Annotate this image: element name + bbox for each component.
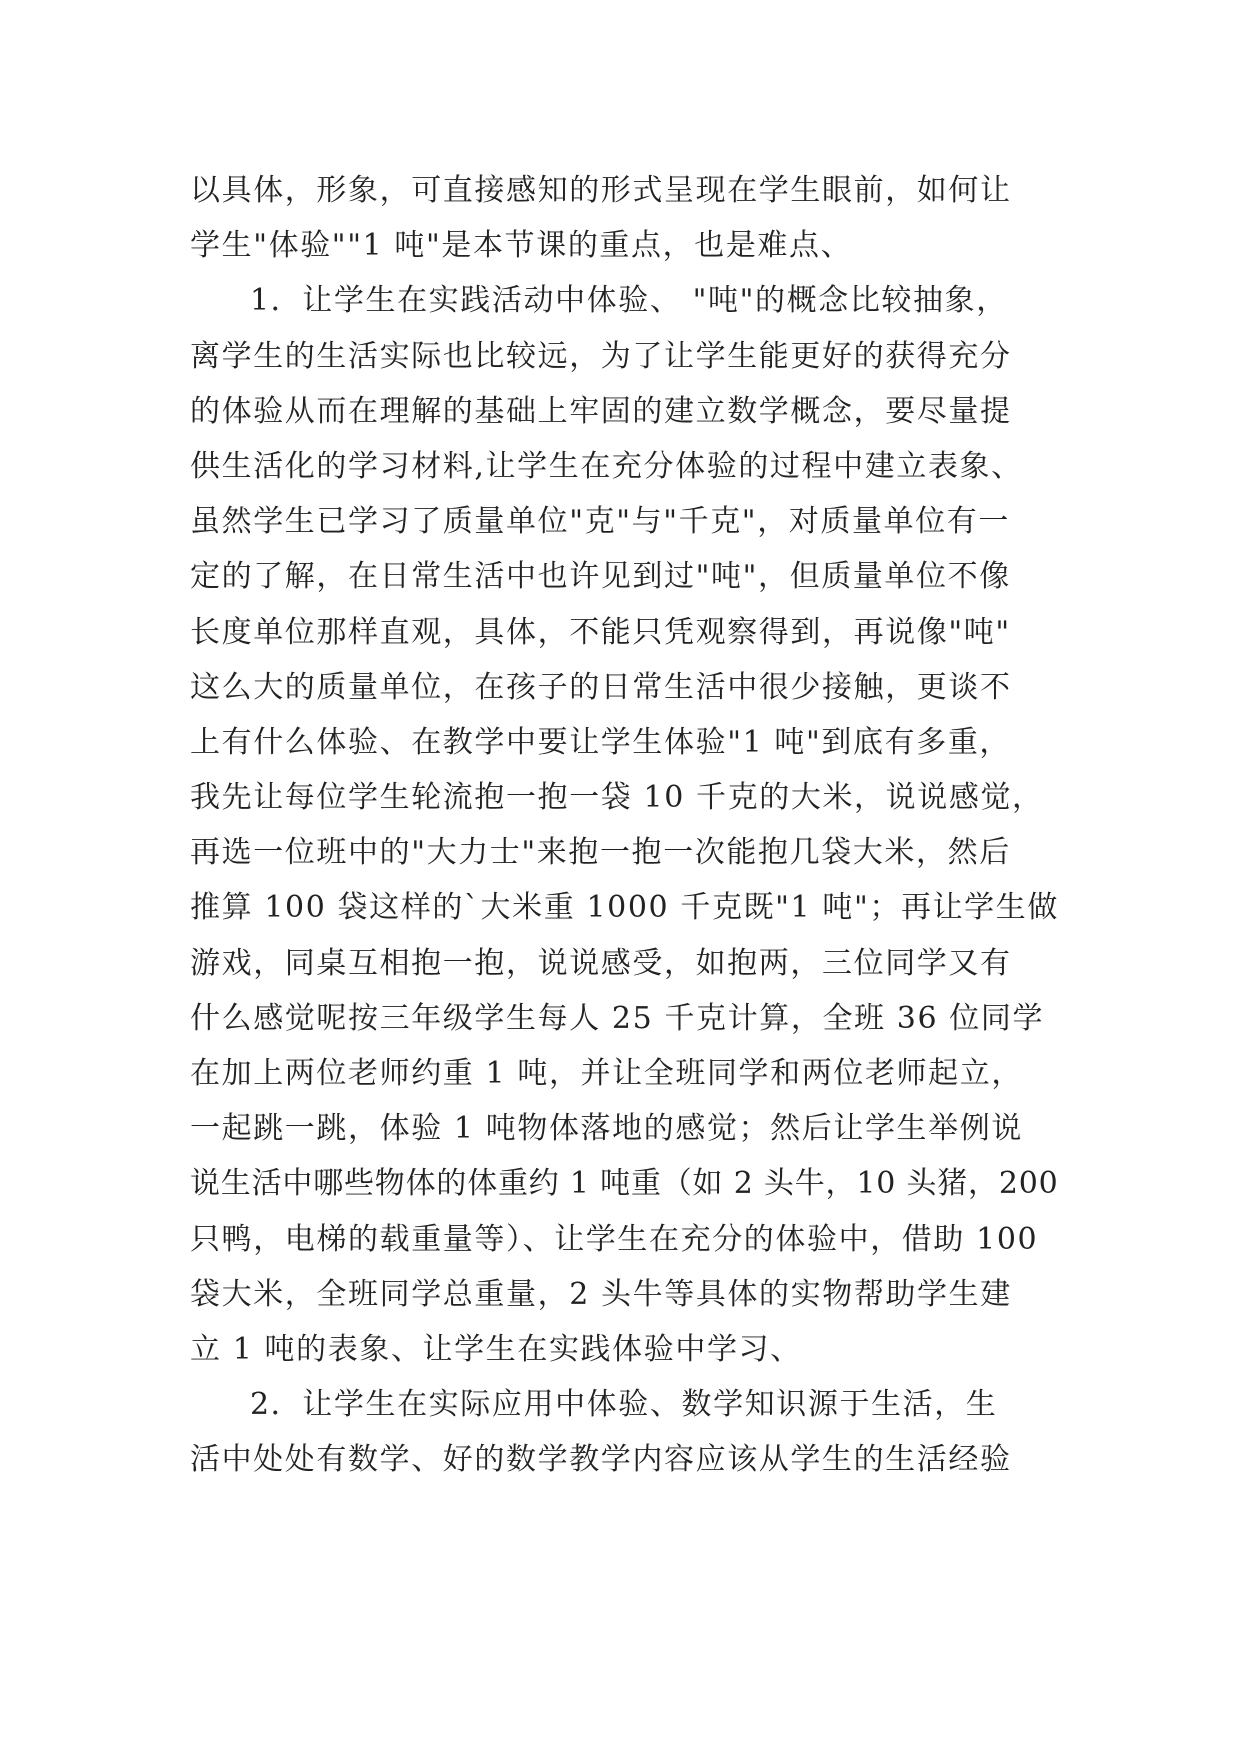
text-line: 我先让每位学生轮流抱一抱一袋 10 千克的大米，说说感觉， xyxy=(190,780,1044,816)
text-line: 供生活化的学习材料,让学生在充分体验的过程中建立表象、 xyxy=(190,448,1023,484)
text-line: 什么感觉呢按三年级学生每人 25 千克计算，全班 36 位同学 xyxy=(190,1000,1045,1036)
text-line: 推算 100 袋这样的`大米重 1000 千克既"1 吨"；再让学生做 xyxy=(190,890,1059,926)
text-line: 的体验从而在理解的基础上牢固的建立数学概念，要尽量提 xyxy=(190,393,1012,429)
text-line: 定的了解，在日常生活中也许见到过"吨"，但质量单位不像 xyxy=(190,559,1011,595)
text-line: 以具体，形象，可直接感知的形式呈现在学生眼前，如何让 xyxy=(190,173,1012,208)
text-line: 虽然学生已学习了质量单位"克"与"千克"，对质量单位有一 xyxy=(190,504,1010,540)
text-line: 说生活中哪些物体的体重约 1 吨重（如 2 头牛，10 头猪，200 xyxy=(190,1166,1059,1202)
text-line: 1．让学生在实践活动中体验、 "吨"的概念比较抽象， xyxy=(250,283,1008,319)
text-line: 立 1 吨的表象、让学生在实践体验中学习、 xyxy=(190,1331,802,1367)
text-line: 游戏，同桌互相抱一抱，说说感受，如抱两，三位同学又有 xyxy=(190,945,1012,981)
text-line: 离学生的生活实际也比较远，为了让学生能更好的获得充分 xyxy=(190,338,1012,374)
text-line: 袋大米，全班同学总重量，2 头牛等具体的实物帮助学生建 xyxy=(190,1276,1012,1312)
text-line: 一起跳一跳，体验 1 吨物体落地的感觉；然后让学生举例说 xyxy=(190,1111,1023,1147)
text-line: 2．让学生在实际应用中体验、数学知识源于生活，生 xyxy=(250,1387,998,1423)
text-line: 再选一位班中的"大力士"来抱一抱一次能抱几袋大米，然后 xyxy=(190,835,1011,871)
text-line: 只鸭，电梯的载重量等）、让学生在充分的体验中，借助 100 xyxy=(190,1221,1039,1257)
text-line: 长度单位那样直观，具体，不能只凭观察得到，再说像"吨" xyxy=(190,614,1011,650)
text-line: 这么大的质量单位，在孩子的日常生活中很少接触，更谈不 xyxy=(190,669,1012,705)
body-text xyxy=(190,163,1060,1488)
text-line: 在加上两位老师约重 1 吨，并让全班同学和两位老师起立， xyxy=(190,1056,1023,1091)
text-line: 学生"体验""1 吨"是本节课的重点，也是难点、 xyxy=(190,228,853,264)
text-line: 上有什么体验、在教学中要让学生体验"1 吨"到底有多重， xyxy=(190,724,1012,760)
text-line: 活中处处有数学、好的数学教学内容应该从学生的生活经验 xyxy=(190,1442,1012,1478)
